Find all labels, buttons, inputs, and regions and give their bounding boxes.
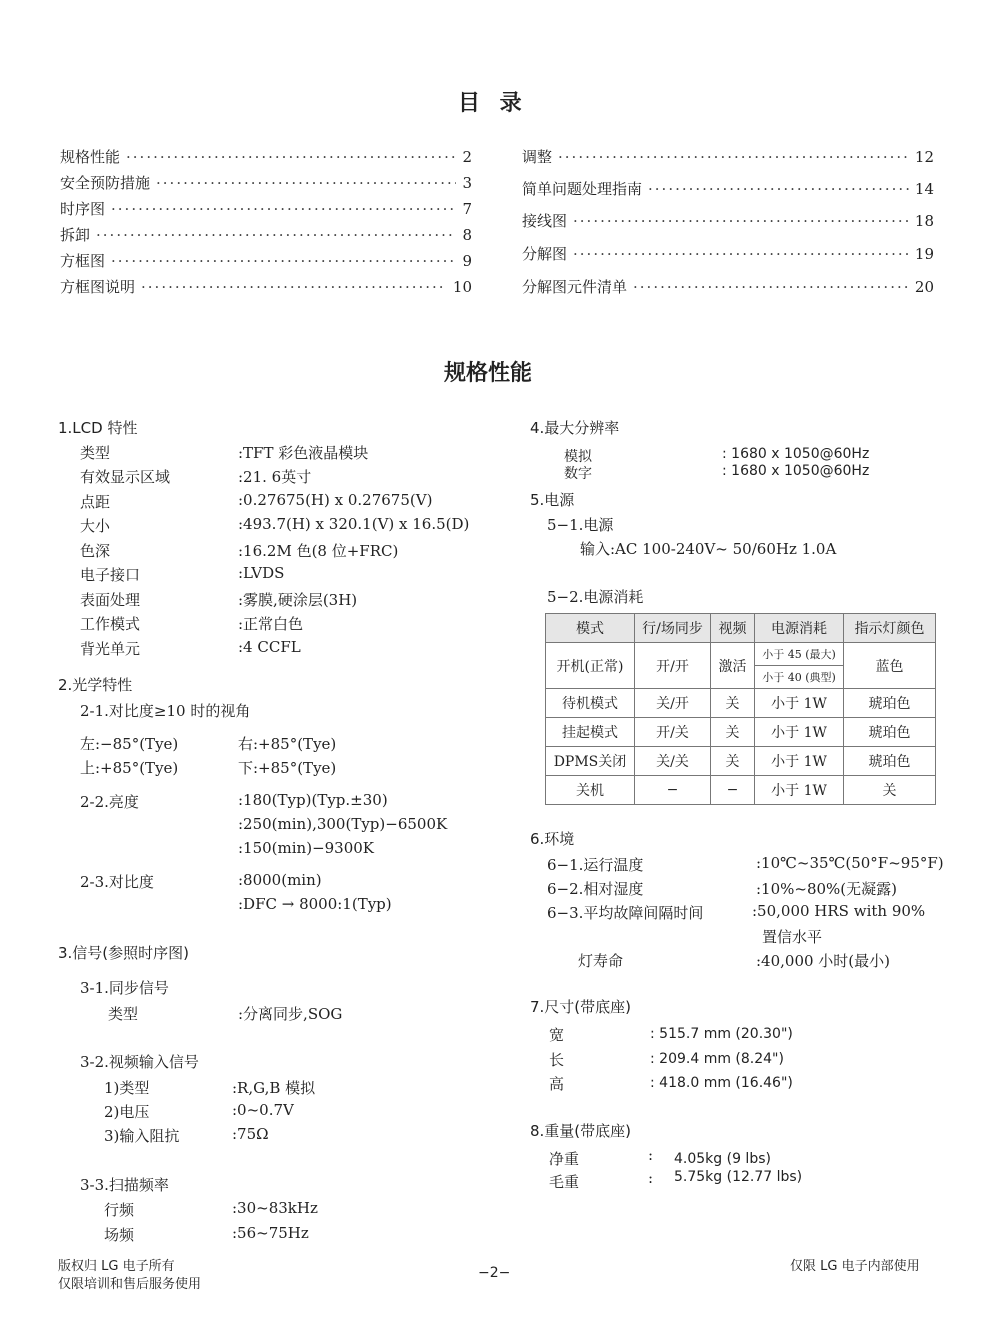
scan-title: 3-3.扫描频率: [80, 1176, 169, 1194]
spec-key: 6−3.平均故障间隔时间: [547, 904, 704, 922]
spec-separator: :: [648, 1146, 654, 1164]
footer-copyright: 版权归 LG 电子所有: [58, 1259, 175, 1274]
spec-key: 6−1.运行温度: [547, 856, 644, 874]
table-cell: 小于 1W: [755, 718, 844, 747]
spec-key: 模拟: [564, 449, 592, 465]
spec-key: 类型: [80, 444, 111, 462]
toc-page: 18: [914, 212, 934, 230]
table-header: 模式: [546, 614, 635, 643]
spec-key: 6−2.相对湿度: [547, 880, 644, 898]
table-cell: 小于 1W: [755, 747, 844, 776]
spec-key: 大小: [80, 517, 111, 535]
spec-key: 行频: [104, 1201, 135, 1219]
table-cell: 开/关: [635, 718, 711, 747]
toc-page: 14: [914, 180, 934, 198]
power-supply-title: 5−1.电源: [547, 516, 614, 534]
spec-key: 数字: [564, 466, 592, 482]
table-cell: 琥珀色: [844, 689, 936, 718]
spec-value: :40,000 小时(最小): [756, 952, 891, 970]
spec-value: :21. 6英寸: [238, 468, 312, 486]
spec-key: 毛重: [549, 1173, 580, 1191]
toc-page: 9: [462, 252, 472, 270]
weight-heading: 8.重量(带底座): [530, 1122, 632, 1140]
video-title: 3-2.视频输入信号: [80, 1053, 199, 1071]
spec-value: :30~83kHz: [232, 1199, 318, 1217]
spec-value: :10℃~35℃(50°F~95°F): [756, 854, 944, 872]
toc-page: 7: [462, 200, 472, 218]
table-header-row: [546, 614, 936, 643]
toc-entry[interactable]: [60, 250, 472, 270]
table-cell: 关: [711, 747, 755, 776]
optical-heading: 2.光学特性: [58, 676, 133, 694]
contrast-title: 2-3.对比度: [80, 873, 154, 891]
spec-value: :正常白色: [238, 615, 304, 633]
spec-value: :R,G,B 模拟: [232, 1079, 316, 1097]
power-consumption-title: 5−2.电源消耗: [547, 588, 644, 606]
angle-down: 下:+85°(Tye): [238, 759, 337, 777]
toc-page: 2: [462, 148, 472, 166]
spec-value: : 209.4 mm (8.24"): [650, 1051, 784, 1067]
spec-value: 5.75kg (12.77 lbs): [674, 1169, 803, 1185]
toc-page: 3: [462, 174, 472, 192]
spec-separator: :: [648, 1169, 654, 1187]
spec-value: :75Ω: [232, 1125, 269, 1143]
power-input: 输入:AC 100-240V~ 50/60Hz 1.0A: [580, 540, 837, 558]
toc-page: 8: [462, 226, 472, 244]
spec-value: :雾膜,硬涂层(3H): [238, 591, 358, 609]
table-cell: 关: [844, 776, 936, 805]
spec-key: 灯寿命: [578, 952, 624, 970]
spec-value: :LVDS: [238, 564, 285, 582]
table-row: [546, 776, 936, 805]
spec-key: 2)电压: [104, 1103, 150, 1121]
environment-heading: 6.环境: [530, 830, 575, 848]
brightness-value: :250(min),300(Typ)−6500K: [238, 815, 448, 833]
toc-page: 12: [914, 148, 934, 166]
spec-key: 点距: [80, 493, 111, 511]
spec-value: : 1680 x 1050@60Hz: [722, 463, 870, 479]
toc-title: 目 录: [458, 91, 528, 116]
toc-entry[interactable]: [60, 198, 472, 218]
table-cell: 关: [711, 689, 755, 718]
toc-label: 简单问题处理指南: [522, 180, 643, 198]
contrast-value: :DFC → 8000:1(Typ): [238, 895, 392, 913]
toc-entry[interactable]: [522, 210, 934, 230]
toc-page: 20: [914, 278, 934, 296]
brightness-value: :180(Typ)(Typ.±30): [238, 791, 388, 809]
table-row: [546, 747, 936, 776]
spec-value: :493.7(H) x 320.1(V) x 16.5(D): [238, 515, 470, 533]
toc-page: 19: [914, 245, 934, 263]
table-cell: 待机模式: [546, 689, 635, 718]
table-header: 视频: [711, 614, 755, 643]
spec-key: 净重: [549, 1150, 580, 1168]
power-consumption-table: [545, 613, 936, 805]
table-cell: −: [711, 776, 755, 805]
spec-value: :10%~80%(无凝露): [756, 880, 898, 898]
table-cell: 激活: [711, 643, 755, 689]
power-heading: 5.电源: [530, 491, 575, 509]
spec-key: 类型: [108, 1005, 139, 1023]
table-cell: 小于 1W: [755, 776, 844, 805]
table-cell: DPMS关闭: [546, 747, 635, 776]
toc-entry[interactable]: [60, 276, 472, 296]
table-cell: 琥珀色: [844, 718, 936, 747]
spec-value: : 1680 x 1050@60Hz: [722, 446, 870, 462]
spec-value: :0.27675(H) x 0.27675(V): [238, 491, 433, 509]
spec-key: 场频: [104, 1226, 135, 1244]
footer-internal: 仅限 LG 电子内部使用: [790, 1259, 920, 1274]
table-header: 行/场同步: [635, 614, 711, 643]
toc-label: 方框图说明: [60, 278, 136, 296]
table-cell: 挂起模式: [546, 718, 635, 747]
spec-value: : 418.0 mm (16.46"): [650, 1075, 793, 1091]
table-cell: 关/开: [635, 689, 711, 718]
table-row: [546, 689, 936, 718]
toc-label: 分解图: [522, 245, 568, 263]
spec-key: 表面处理: [80, 591, 141, 609]
table-cell: 小于 45 (最大): [755, 643, 844, 666]
toc-entry[interactable]: [60, 172, 472, 192]
table-cell: 开机(正常): [546, 643, 635, 689]
toc-entry[interactable]: [60, 224, 472, 244]
toc-label: 拆卸: [60, 226, 91, 244]
toc-label: 规格性能: [60, 148, 121, 166]
viewing-angle-title: 2-1.对比度≥10 时的视角: [80, 702, 251, 720]
toc-label: 分解图元件清单: [522, 278, 628, 296]
toc-label: 调整: [522, 148, 553, 166]
spec-key: 长: [549, 1051, 565, 1069]
spec-value: :50,000 HRS with 90%: [752, 902, 926, 920]
toc-entry[interactable]: [522, 276, 934, 296]
table-cell: 关/关: [635, 747, 711, 776]
toc-entry[interactable]: [522, 146, 934, 166]
table-row: [546, 718, 936, 747]
spec-key: 高: [549, 1075, 565, 1093]
spec-value: :4 CCFL: [238, 638, 301, 656]
spec-value: : 515.7 mm (20.30"): [650, 1026, 793, 1042]
table-cell: 小于 1W: [755, 689, 844, 718]
contrast-value: :8000(min): [238, 871, 322, 889]
angle-up: 上:+85°(Tye): [80, 759, 179, 777]
resolution-heading: 4.最大分辨率: [530, 419, 620, 437]
toc-label: 安全预防措施: [60, 174, 151, 192]
table-cell: 琥珀色: [844, 747, 936, 776]
table-cell: 关机: [546, 776, 635, 805]
spec-key: 1)类型: [104, 1079, 150, 1097]
toc-label: 时序图: [60, 200, 106, 218]
brightness-value: :150(min)−9300K: [238, 839, 375, 857]
spec-value: :16.2M 色(8 位+FRC): [238, 542, 399, 560]
table-cell: 关: [711, 718, 755, 747]
spec-value: 4.05kg (9 lbs): [674, 1151, 771, 1167]
toc-page: 10: [452, 278, 472, 296]
angle-left: 左:−85°(Tye): [80, 735, 179, 753]
table-cell: 蓝色: [844, 643, 936, 689]
spec-key: 色深: [80, 542, 111, 560]
sync-title: 3-1.同步信号: [80, 979, 169, 997]
footer-usage: 仅限培训和售后服务使用: [58, 1277, 202, 1292]
table-cell: 小于 40 (典型): [755, 666, 844, 689]
spec-key: 电子接口: [80, 566, 141, 584]
angle-right: 右:+85°(Tye): [238, 735, 337, 753]
spec-key: 宽: [549, 1026, 565, 1044]
spec-value: :0~0.7V: [232, 1101, 294, 1119]
signal-heading: 3.信号(参照时序图): [58, 944, 190, 962]
spec-key: 3)输入阻抗: [104, 1127, 180, 1145]
spec-value: :56~75Hz: [232, 1224, 309, 1242]
spec-key: 有效显示区域: [80, 468, 171, 486]
toc-entry[interactable]: [60, 146, 472, 166]
spec-value-cont: 置信水平: [762, 928, 823, 946]
table-row: [546, 643, 936, 666]
spec-key: 背光单元: [80, 640, 141, 658]
toc-label: 接线图: [522, 212, 568, 230]
table-cell: 开/开: [635, 643, 711, 689]
spec-key: 工作模式: [80, 615, 141, 633]
brightness-title: 2-2.亮度: [80, 793, 139, 811]
spec-value: :分离同步,SOG: [238, 1005, 343, 1023]
spec-value: :TFT 彩色液晶模块: [238, 444, 369, 462]
table-cell: −: [635, 776, 711, 805]
size-heading: 7.尺寸(带底座): [530, 998, 632, 1016]
toc-label: 方框图: [60, 252, 106, 270]
toc-entry[interactable]: [522, 178, 934, 198]
table-header: 电源消耗: [755, 614, 844, 643]
spec-title: 规格性能: [444, 361, 533, 386]
table-header: 指示灯颜色: [844, 614, 936, 643]
toc-entry[interactable]: [522, 243, 934, 263]
page-number: −2−: [478, 1265, 511, 1281]
lcd-heading: 1.LCD 特性: [58, 419, 138, 437]
